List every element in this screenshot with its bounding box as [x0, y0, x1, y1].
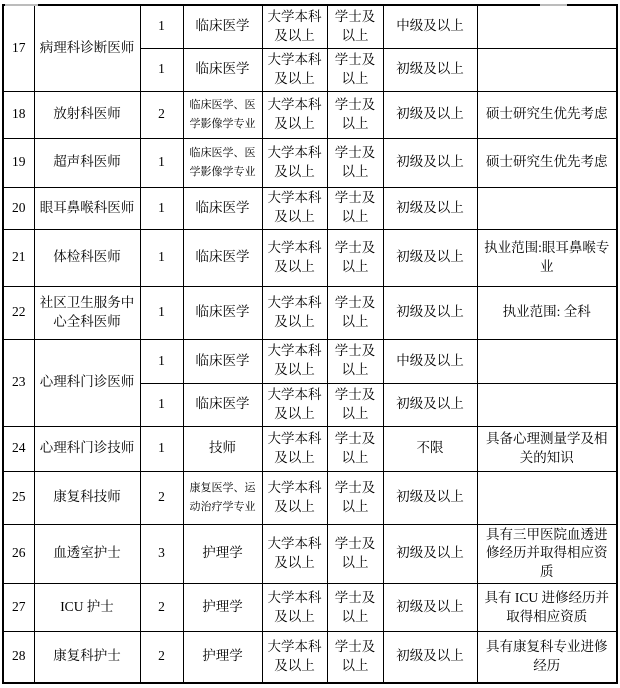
cell-row-number: 23: [3, 339, 34, 426]
cell-major: 临床医学: [183, 383, 262, 426]
cell-remark: 具有康复科专业进修经历: [477, 632, 617, 683]
cell-major: 护理学: [183, 632, 262, 683]
cell-major: 临床医学: [183, 5, 262, 48]
cell-education: 大学本科及以上: [262, 471, 327, 524]
cell-row-number: 27: [3, 584, 34, 632]
cell-major: 临床医学: [183, 229, 262, 286]
cell-position: 超声科医师: [34, 138, 140, 187]
cell-degree: 学士及以上: [327, 426, 383, 471]
cell-title-requirement: 初级及以上: [383, 91, 477, 138]
cell-major: 临床医学、医学影像学专业: [183, 91, 262, 138]
cell-education: 大学本科及以上: [262, 187, 327, 229]
cell-education: 大学本科及以上: [262, 584, 327, 632]
cell-count: 1: [140, 426, 183, 471]
cell-major: 临床医学: [183, 339, 262, 383]
cell-row-number: 19: [3, 138, 34, 187]
cell-position: ICU 护士: [34, 584, 140, 632]
cell-position: 康复科护士: [34, 632, 140, 683]
cell-row-number: 26: [3, 524, 34, 584]
cell-education: 大学本科及以上: [262, 48, 327, 91]
cell-remark: [477, 471, 617, 524]
cell-title-requirement: 初级及以上: [383, 229, 477, 286]
table-row: [3, 229, 617, 286]
cell-row-number: 24: [3, 426, 34, 471]
cell-count: 1: [140, 339, 183, 383]
cell-title-requirement: 不限: [383, 426, 477, 471]
cell-row-number: 22: [3, 286, 34, 339]
cell-education: 大学本科及以上: [262, 229, 327, 286]
cell-title-requirement: 中级及以上: [383, 339, 477, 383]
cell-degree: 学士及以上: [327, 339, 383, 383]
cell-remark: 硕士研究生优先考虑: [477, 91, 617, 138]
cell-position: 放射科医师: [34, 91, 140, 138]
cell-education: 大学本科及以上: [262, 524, 327, 584]
table-row: [3, 187, 617, 229]
cell-position: 社区卫生服务中心全科医师: [34, 286, 140, 339]
cell-major: 技师: [183, 426, 262, 471]
cell-degree: 学士及以上: [327, 471, 383, 524]
cell-row-number: 21: [3, 229, 34, 286]
cell-title-requirement: 初级及以上: [383, 471, 477, 524]
page-edge-artifact-left: [5, 4, 38, 6]
cell-count: 3: [140, 524, 183, 584]
cell-count: 2: [140, 91, 183, 138]
cell-remark: 硕士研究生优先考虑: [477, 138, 617, 187]
table-row: [3, 91, 617, 138]
cell-major: 护理学: [183, 584, 262, 632]
cell-degree: 学士及以上: [327, 383, 383, 426]
cell-title-requirement: 初级及以上: [383, 286, 477, 339]
cell-count: 2: [140, 471, 183, 524]
recruitment-positions-table: [2, 4, 618, 684]
table-row: [3, 426, 617, 471]
cell-education: 大学本科及以上: [262, 339, 327, 383]
cell-major: 康复医学、运动治疗学专业: [183, 471, 262, 524]
cell-degree: 学士及以上: [327, 91, 383, 138]
cell-title-requirement: 初级及以上: [383, 138, 477, 187]
cell-position: 病理科诊断医师: [34, 5, 140, 91]
cell-education: 大学本科及以上: [262, 138, 327, 187]
cell-remark: [477, 5, 617, 48]
cell-position: 康复科技师: [34, 471, 140, 524]
cell-remark: [477, 187, 617, 229]
cell-degree: 学士及以上: [327, 632, 383, 683]
cell-education: 大学本科及以上: [262, 426, 327, 471]
cell-education: 大学本科及以上: [262, 5, 327, 48]
table-row: [3, 286, 617, 339]
cell-title-requirement: 初级及以上: [383, 187, 477, 229]
table-row: [3, 584, 617, 632]
cell-major: 临床医学、医学影像学专业: [183, 138, 262, 187]
cell-count: 1: [140, 48, 183, 91]
page-edge-artifact-right: [540, 4, 567, 6]
cell-remark: 执业范围: 全科: [477, 286, 617, 339]
cell-remark: [477, 339, 617, 383]
cell-position: 血透室护士: [34, 524, 140, 584]
table-row: [3, 524, 617, 584]
cell-degree: 学士及以上: [327, 48, 383, 91]
table-row: [3, 632, 617, 683]
table-row: [3, 5, 617, 48]
cell-degree: 学士及以上: [327, 138, 383, 187]
cell-degree: 学士及以上: [327, 584, 383, 632]
cell-degree: 学士及以上: [327, 5, 383, 48]
cell-degree: 学士及以上: [327, 286, 383, 339]
cell-title-requirement: 初级及以上: [383, 632, 477, 683]
cell-remark: [477, 48, 617, 91]
cell-row-number: 17: [3, 5, 34, 91]
cell-education: 大学本科及以上: [262, 91, 327, 138]
cell-count: 2: [140, 632, 183, 683]
cell-count: 1: [140, 5, 183, 48]
cell-degree: 学士及以上: [327, 229, 383, 286]
cell-count: 1: [140, 138, 183, 187]
cell-count: 1: [140, 286, 183, 339]
cell-remark: 具有 ICU 进修经历并取得相应资质: [477, 584, 617, 632]
cell-major: 临床医学: [183, 187, 262, 229]
cell-education: 大学本科及以上: [262, 286, 327, 339]
cell-major: 护理学: [183, 524, 262, 584]
table-row: [3, 339, 617, 383]
cell-major: 临床医学: [183, 286, 262, 339]
cell-remark: 具备心理测量学及相关的知识: [477, 426, 617, 471]
cell-row-number: 18: [3, 91, 34, 138]
cell-title-requirement: 初级及以上: [383, 524, 477, 584]
cell-title-requirement: 初级及以上: [383, 584, 477, 632]
cell-remark: [477, 383, 617, 426]
cell-education: 大学本科及以上: [262, 383, 327, 426]
cell-degree: 学士及以上: [327, 187, 383, 229]
cell-remark: 具有三甲医院血透进修经历并取得相应资质: [477, 524, 617, 584]
cell-degree: 学士及以上: [327, 524, 383, 584]
cell-title-requirement: 初级及以上: [383, 383, 477, 426]
cell-count: 1: [140, 229, 183, 286]
cell-position: 眼耳鼻喉科医师: [34, 187, 140, 229]
cell-remark: 执业范围:眼耳鼻喉专业: [477, 229, 617, 286]
cell-row-number: 28: [3, 632, 34, 683]
cell-major: 临床医学: [183, 48, 262, 91]
cell-education: 大学本科及以上: [262, 632, 327, 683]
table-row: [3, 138, 617, 187]
cell-title-requirement: 中级及以上: [383, 5, 477, 48]
cell-position: 体检科医师: [34, 229, 140, 286]
cell-count: 1: [140, 383, 183, 426]
cell-row-number: 25: [3, 471, 34, 524]
cell-count: 2: [140, 584, 183, 632]
table-row: [3, 471, 617, 524]
cell-row-number: 20: [3, 187, 34, 229]
cell-position: 心理科门诊技师: [34, 426, 140, 471]
cell-title-requirement: 初级及以上: [383, 48, 477, 91]
cell-count: 1: [140, 187, 183, 229]
cell-position: 心理科门诊医师: [34, 339, 140, 426]
